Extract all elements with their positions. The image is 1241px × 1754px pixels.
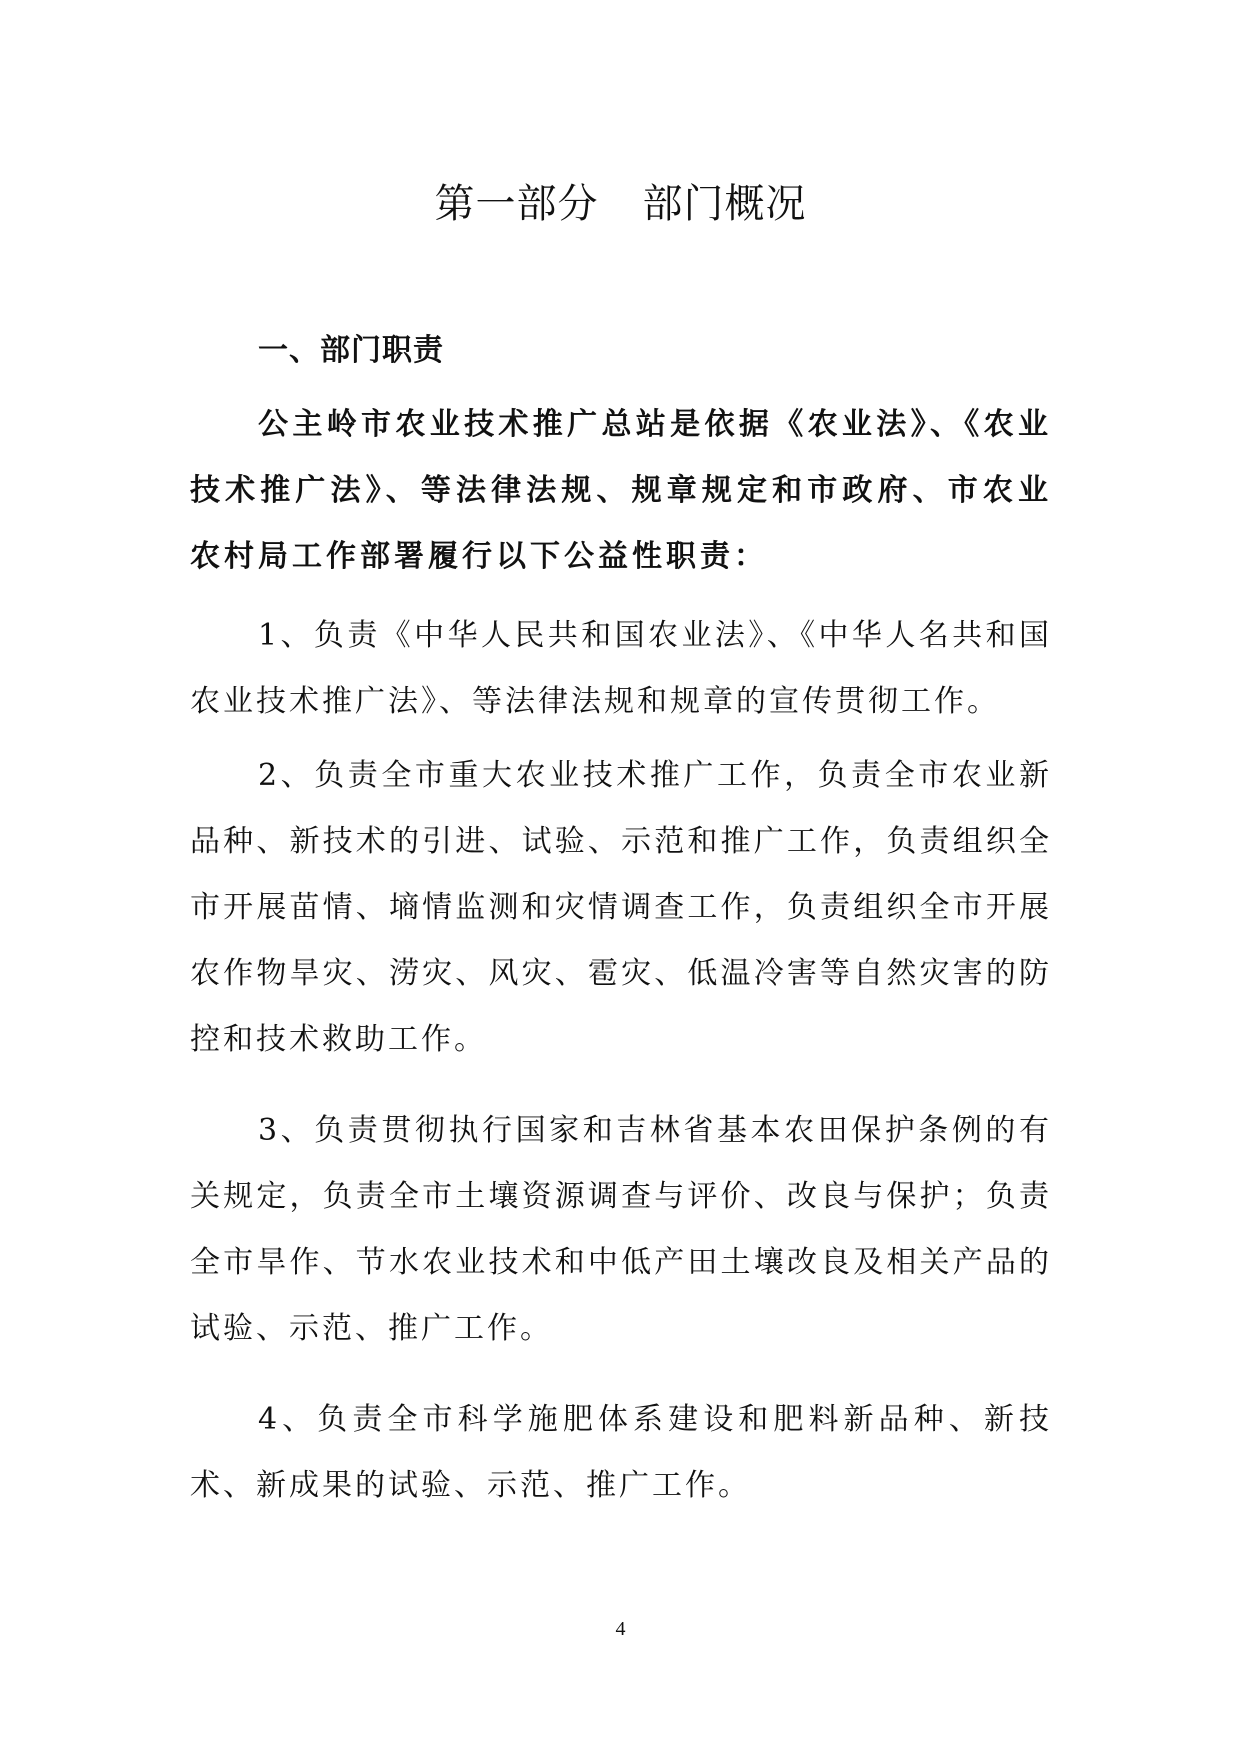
duty-item-4: 4、负责全市科学施肥体系建设和肥料新品种、新技术、新成果的试验、示范、推广工作。 bbox=[190, 1402, 1052, 1503]
page-number: 4 bbox=[615, 1618, 626, 1640]
duty-item-2: 2、负责全市重大农业技术推广工作，负责全市农业新品种、新技术的引进、试验、示范和推广工作，负责组织全市开展苗情、墒情监测和灾情调查工作，负责组织全市开展农作物旱灾、涝灾、风灾、雹灾、低温冷害等自然灾害的防控和技术救助工作。 bbox=[190, 758, 1052, 1057]
duty-item-3: 3、负责贯彻执行国家和吉林省基本农田保护条例的有关规定，负责全市土壤资源调查与评价、改良与保护；负责全市旱作、节水农业技术和中低产田土壤改良及相关产品的试验、示范、推广工作。 bbox=[190, 1113, 1052, 1346]
title-name: 部门概况 bbox=[642, 181, 807, 227]
title-part: 第一部分 bbox=[434, 181, 599, 227]
section-heading: 一、部门职责 bbox=[258, 333, 444, 368]
page-title bbox=[0, 172, 1241, 229]
intro-paragraph: 公主岭市农业技术推广总站是依据《农业法》、《农业技术推广法》、等法律法规、规章规定和市政府、市农业农村局工作部署履行以下公益性职责： bbox=[190, 407, 1052, 574]
duty-item-1: 1、负责《中华人民共和国农业法》、《中华人名共和国农业技术推广法》、等法律法规和规章的宣传贯彻工作。 bbox=[190, 618, 1052, 719]
